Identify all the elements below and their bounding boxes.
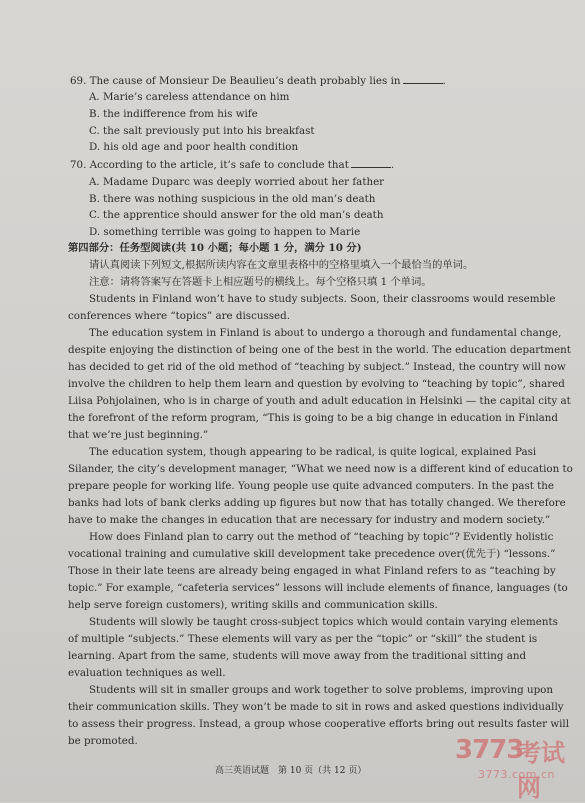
passage-line: Students will slowly be taught cross-subject topics which would contain varying elements: [89, 616, 558, 628]
passage-line: Students in Finland won’t have to study subjects. Soon, their classrooms would resemble: [89, 293, 556, 305]
passage-line: Silander, the city’s development manager, “What we need now is a different kind of education to: [68, 463, 573, 475]
section-instruction: 请认真阅读下列短文,根据所读内容在文章里表格中的空格里填入一个最恰当的单词。: [89, 259, 474, 271]
section-note: 注意：请将答案写在答题卡上相应题号的横线上。每个空格只填 1 个单词。: [89, 276, 432, 288]
answer-blank: [403, 74, 443, 84]
answer-blank: [351, 158, 391, 168]
passage-line: Those in their late teens are already being engaged in what Finland refers to as “teaching by: [68, 565, 556, 577]
page-footer: 高三英语试题 第 10 页（共 12 页）: [215, 766, 367, 776]
passage-line: the forefront of the reform program, “This is going to be a big change in education in Finland: [68, 412, 558, 424]
question-69-option-c: C. the salt previously put into his breakfast: [89, 125, 315, 137]
passage-line: of multiple “subjects.” These elements will vary as per the “topic” or “skill” the student is: [68, 633, 538, 645]
watermark-logo-text: 考试网: [517, 739, 565, 802]
watermark-logo-digits: 3773: [455, 735, 524, 765]
passage-line: conferences where “topics” are discussed.: [68, 310, 290, 322]
passage-line: their communication skills. They won’t be made to sit in rows and asked questions individually: [68, 701, 564, 713]
passage-line: Students will sit in smaller groups and work together to solve problems, improving upon: [89, 684, 553, 696]
passage-line: have to make the changes in education that are necessary for industry and modern society.”: [68, 514, 551, 526]
watermark-url: 3773.com.cn: [478, 768, 555, 781]
question-70-stem: 70. According to the article, it’s safe to conclude that .: [70, 159, 395, 171]
question-70-option-d: D. something terrible was going to happen to Marie: [89, 226, 361, 238]
question-70-option-b: B. there was nothing suspicious in the old man’s death: [89, 193, 376, 205]
question-69-stem: 69. The cause of Monsieur De Beaulieu’s death probably lies in .: [70, 75, 446, 87]
section-heading: 第四部分：任务型阅读(共 10 小题；每小题 1 分，满分 10 分): [68, 242, 362, 254]
passage-line: be promoted.: [68, 735, 138, 747]
question-69-option-d: D. his old age and poor health condition: [89, 141, 299, 153]
passage-line: evaluation techniques as well.: [68, 667, 226, 679]
passage-line: help serve foreign customers), writing skills and communication skills.: [68, 599, 438, 611]
passage-line: topic.” For example, “cafeteria services” lessons will include elements of finance, languages (to: [68, 582, 568, 594]
passage-line: vocational training and cumulative skill development take precedence over(优先于) “lessons.”: [68, 548, 556, 560]
question-69-option-b: B. the indifference from his wife: [89, 108, 258, 120]
passage-line: Liisa Pohjolainen, who is in charge of youth and adult education in Helsinki — the capital city at: [68, 395, 571, 407]
question-70-option-c: C. the apprentice should answer for the old man’s death: [89, 209, 384, 221]
passage-line: The education system in Finland is about to undergo a thorough and fundamental change,: [89, 327, 562, 339]
passage-line: How does Finland plan to carry out the method of “teaching by topic”? Evidently holistic: [89, 531, 554, 543]
passage-line: involve the children to help them learn and question by evolving to “teaching by topic”, shared: [68, 378, 565, 390]
passage-line: The education system, though appearing to be radical, is quite logical, explained Pasi: [89, 446, 537, 458]
question-70-option-a: A. Madame Duparc was deeply worried about her father: [89, 176, 385, 188]
question-69-option-a: A. Marie’s careless attendance on him: [89, 91, 290, 103]
passage-line: to assess their progress. Instead, a group whose cooperative efforts bring out results faster will: [68, 718, 570, 730]
passage-line: banks had lots of bank clerks adding up figures but now that has totally changed. We therefore: [68, 497, 566, 509]
passage-line: prepare people for working life. Young people use quite advanced computers. In the past the: [68, 480, 555, 492]
passage-line: learning. Apart from the same, students will move away from the traditional sitting and: [68, 650, 527, 662]
passage-line: has decided to get rid of the old method of “teaching by subject.” Instead, the country will now: [68, 361, 566, 373]
passage-line: that we’re just beginning.”: [68, 429, 209, 441]
passage-line: despite enjoying the distinction of being one of the best in the world. The education department: [68, 344, 571, 356]
